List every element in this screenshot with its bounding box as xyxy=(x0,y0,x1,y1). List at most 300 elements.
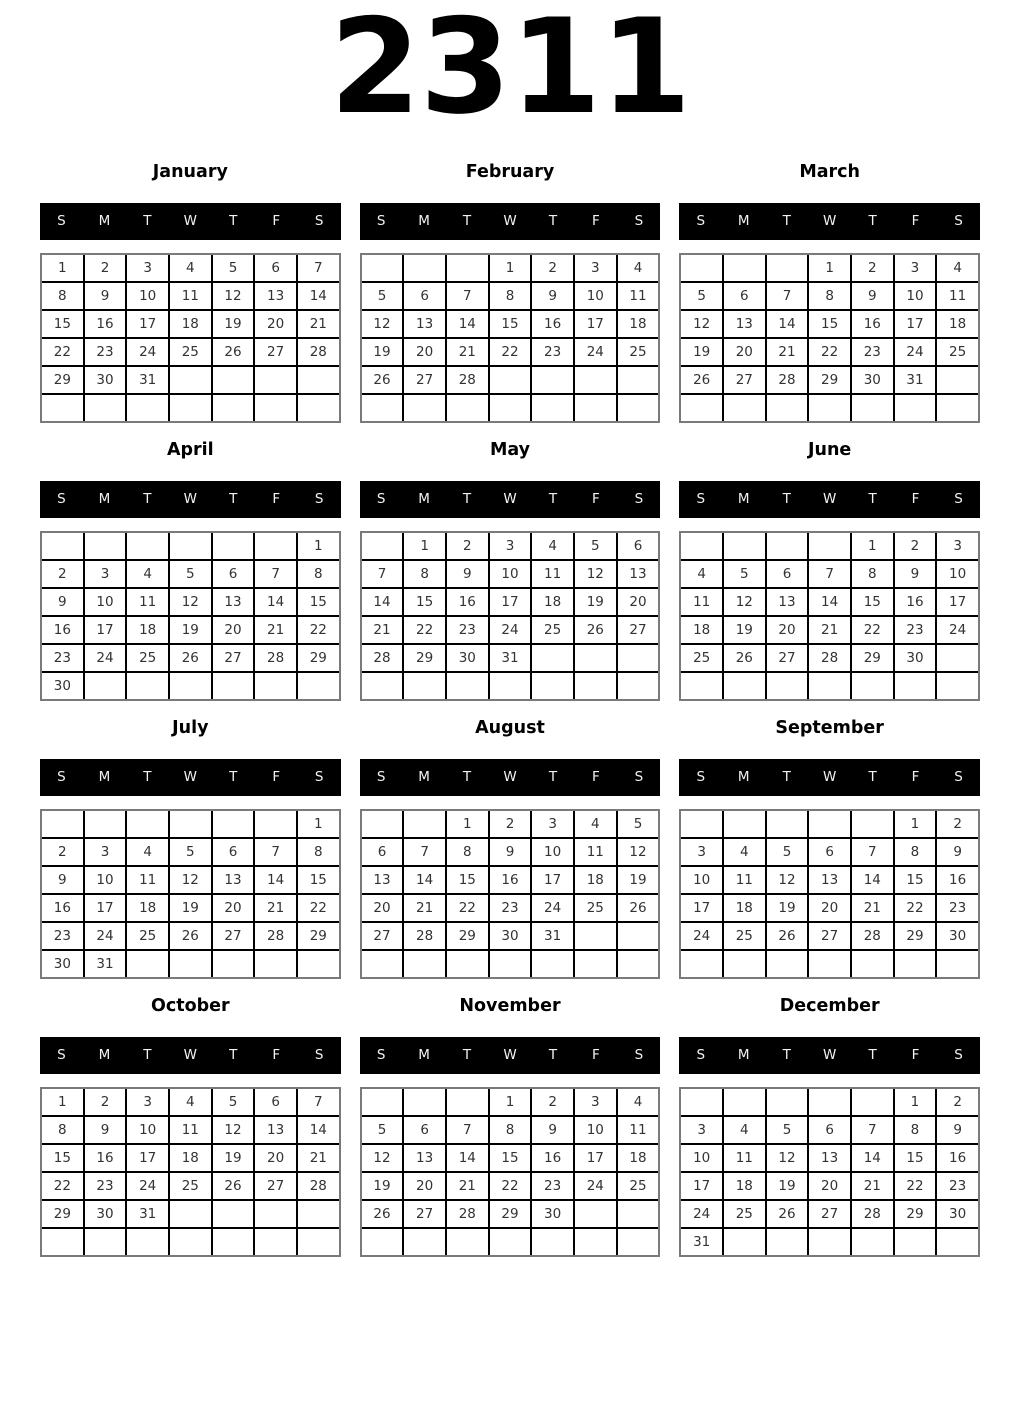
day-cell: 30 xyxy=(937,1201,978,1227)
day-cell: 13 xyxy=(213,867,254,893)
day-cell: 18 xyxy=(681,617,722,643)
dow-cell: W xyxy=(822,769,837,786)
day-of-week-header xyxy=(679,1037,980,1074)
day-cell: 1 xyxy=(852,533,893,559)
day-cell: 21 xyxy=(852,1173,893,1199)
dow-cell: S xyxy=(696,769,706,786)
day-of-week-header xyxy=(40,1037,341,1074)
day-cell: 17 xyxy=(85,895,126,921)
dow-cell: T xyxy=(143,213,152,230)
day-cell: 14 xyxy=(852,1145,893,1171)
day-cell: 26 xyxy=(575,617,616,643)
day-cell: 6 xyxy=(767,561,808,587)
day-cell: 18 xyxy=(532,589,573,615)
day-cell: 2 xyxy=(532,255,573,281)
empty-day-cell xyxy=(618,923,659,949)
dow-cell: M xyxy=(737,491,750,508)
dow-cell: T xyxy=(143,491,152,508)
empty-day-cell xyxy=(447,673,488,699)
day-cell: 29 xyxy=(42,367,83,393)
empty-day-cell xyxy=(852,951,893,977)
day-cell: 24 xyxy=(575,1173,616,1199)
day-cell: 4 xyxy=(532,533,573,559)
day-cell: 21 xyxy=(447,339,488,365)
day-cell: 17 xyxy=(681,895,722,921)
day-cell: 22 xyxy=(895,1173,936,1199)
day-cell: 22 xyxy=(298,617,339,643)
day-cell: 26 xyxy=(362,367,403,393)
dow-cell: M xyxy=(737,1047,750,1064)
month-grid xyxy=(40,809,341,979)
day-cell: 28 xyxy=(809,645,850,671)
empty-day-cell xyxy=(532,1229,573,1255)
day-cell: 26 xyxy=(767,923,808,949)
day-cell: 10 xyxy=(895,283,936,309)
day-cell: 25 xyxy=(127,645,168,671)
day-cell: 4 xyxy=(170,1089,211,1115)
month-section-january xyxy=(40,162,341,423)
day-of-week-header xyxy=(40,759,341,796)
day-cell: 1 xyxy=(490,1089,531,1115)
day-cell: 3 xyxy=(937,533,978,559)
day-cell: 15 xyxy=(490,311,531,337)
day-cell: 15 xyxy=(447,867,488,893)
dow-cell: S xyxy=(314,491,324,508)
day-cell: 23 xyxy=(85,1173,126,1199)
day-cell: 2 xyxy=(490,811,531,837)
day-cell: 15 xyxy=(298,867,339,893)
day-cell: 20 xyxy=(618,589,659,615)
empty-day-cell xyxy=(724,255,765,281)
day-cell: 1 xyxy=(298,533,339,559)
day-cell: 3 xyxy=(532,811,573,837)
empty-day-cell xyxy=(809,1229,850,1255)
day-cell: 5 xyxy=(213,1089,254,1115)
day-cell: 30 xyxy=(85,367,126,393)
day-cell: 20 xyxy=(767,617,808,643)
empty-day-cell xyxy=(937,1229,978,1255)
empty-day-cell xyxy=(575,1229,616,1255)
day-cell: 30 xyxy=(447,645,488,671)
day-cell: 12 xyxy=(170,867,211,893)
empty-day-cell xyxy=(362,951,403,977)
day-cell: 7 xyxy=(362,561,403,587)
day-cell: 19 xyxy=(575,589,616,615)
day-cell: 23 xyxy=(532,1173,573,1199)
empty-day-cell xyxy=(724,1229,765,1255)
day-cell: 1 xyxy=(298,811,339,837)
day-cell: 14 xyxy=(852,867,893,893)
day-cell: 31 xyxy=(490,645,531,671)
empty-day-cell xyxy=(298,673,339,699)
day-cell: 6 xyxy=(404,1117,445,1143)
day-cell: 13 xyxy=(767,589,808,615)
empty-day-cell xyxy=(895,951,936,977)
day-cell: 17 xyxy=(127,1145,168,1171)
dow-cell: T xyxy=(782,1047,791,1064)
empty-day-cell xyxy=(490,367,531,393)
day-cell: 21 xyxy=(298,311,339,337)
empty-day-cell xyxy=(575,367,616,393)
day-cell: 4 xyxy=(575,811,616,837)
day-cell: 11 xyxy=(127,589,168,615)
dow-cell: S xyxy=(634,769,644,786)
day-cell: 2 xyxy=(852,255,893,281)
year-title: 2311 xyxy=(329,0,691,143)
day-cell: 19 xyxy=(362,339,403,365)
day-cell: 23 xyxy=(532,339,573,365)
dow-cell: F xyxy=(911,1047,920,1064)
empty-day-cell xyxy=(298,395,339,421)
month-title: April xyxy=(166,439,214,460)
day-cell: 22 xyxy=(404,617,445,643)
empty-day-cell xyxy=(404,395,445,421)
day-cell: 9 xyxy=(85,1117,126,1143)
empty-day-cell xyxy=(85,673,126,699)
day-cell: 22 xyxy=(447,895,488,921)
day-cell: 29 xyxy=(809,367,850,393)
day-cell: 9 xyxy=(42,867,83,893)
day-cell: 27 xyxy=(767,645,808,671)
day-cell: 6 xyxy=(213,561,254,587)
day-cell: 10 xyxy=(575,1117,616,1143)
day-of-week-header xyxy=(40,481,341,518)
day-cell: 2 xyxy=(532,1089,573,1115)
month-title: March xyxy=(799,161,860,182)
dow-cell: T xyxy=(143,769,152,786)
empty-day-cell xyxy=(404,255,445,281)
day-cell: 4 xyxy=(127,561,168,587)
day-cell: 17 xyxy=(85,617,126,643)
empty-day-cell xyxy=(937,645,978,671)
day-cell: 18 xyxy=(618,311,659,337)
day-cell: 14 xyxy=(255,589,296,615)
dow-cell: S xyxy=(314,213,324,230)
day-cell: 7 xyxy=(298,255,339,281)
day-cell: 13 xyxy=(809,867,850,893)
day-cell: 14 xyxy=(809,589,850,615)
empty-day-cell xyxy=(42,811,83,837)
empty-day-cell xyxy=(170,367,211,393)
empty-day-cell xyxy=(809,1089,850,1115)
day-cell: 5 xyxy=(575,533,616,559)
empty-day-cell xyxy=(447,255,488,281)
day-cell: 16 xyxy=(42,895,83,921)
day-cell: 24 xyxy=(681,1201,722,1227)
day-cell: 26 xyxy=(767,1201,808,1227)
day-cell: 22 xyxy=(298,895,339,921)
dow-cell: S xyxy=(696,1047,706,1064)
day-cell: 19 xyxy=(724,617,765,643)
dow-cell: S xyxy=(696,491,706,508)
month-section-november xyxy=(360,996,661,1257)
day-cell: 21 xyxy=(255,617,296,643)
dow-cell: S xyxy=(954,769,963,786)
day-cell: 1 xyxy=(809,255,850,281)
day-cell: 27 xyxy=(618,617,659,643)
dow-cell: W xyxy=(503,1047,517,1064)
dow-cell: F xyxy=(272,1047,281,1064)
empty-day-cell xyxy=(85,533,126,559)
month-grid xyxy=(360,253,661,423)
day-of-week-header xyxy=(679,759,980,796)
day-cell: 16 xyxy=(532,311,573,337)
day-cell: 20 xyxy=(724,339,765,365)
empty-day-cell xyxy=(127,395,168,421)
day-cell: 20 xyxy=(255,311,296,337)
day-cell: 30 xyxy=(937,923,978,949)
calendar-rows xyxy=(40,162,980,1257)
dow-cell: W xyxy=(183,491,197,508)
empty-day-cell xyxy=(85,811,126,837)
day-cell: 27 xyxy=(404,1201,445,1227)
dow-cell: T xyxy=(868,1047,877,1064)
day-cell: 18 xyxy=(127,617,168,643)
empty-day-cell xyxy=(213,951,254,977)
day-cell: 9 xyxy=(85,283,126,309)
empty-day-cell xyxy=(127,951,168,977)
empty-day-cell xyxy=(809,533,850,559)
day-of-week-header xyxy=(360,759,661,796)
empty-day-cell xyxy=(767,533,808,559)
empty-day-cell xyxy=(362,1229,403,1255)
day-cell: 26 xyxy=(170,645,211,671)
day-cell: 24 xyxy=(532,895,573,921)
day-cell: 4 xyxy=(724,1117,765,1143)
empty-day-cell xyxy=(170,533,211,559)
day-cell: 8 xyxy=(298,839,339,865)
day-cell: 25 xyxy=(681,645,722,671)
empty-day-cell xyxy=(767,673,808,699)
day-cell: 2 xyxy=(85,1089,126,1115)
empty-day-cell xyxy=(298,1229,339,1255)
day-cell: 25 xyxy=(724,923,765,949)
day-cell: 9 xyxy=(532,1117,573,1143)
day-cell: 21 xyxy=(255,895,296,921)
day-cell: 8 xyxy=(895,1117,936,1143)
month-section-october xyxy=(40,996,341,1257)
day-cell: 6 xyxy=(618,533,659,559)
day-cell: 18 xyxy=(724,1173,765,1199)
day-cell: 14 xyxy=(298,283,339,309)
day-cell: 10 xyxy=(575,283,616,309)
day-cell: 23 xyxy=(42,923,83,949)
empty-day-cell xyxy=(575,1201,616,1227)
day-cell: 12 xyxy=(362,311,403,337)
day-cell: 10 xyxy=(490,561,531,587)
month-section-august xyxy=(360,718,661,979)
empty-day-cell xyxy=(618,395,659,421)
dow-cell: F xyxy=(911,491,920,508)
dow-cell: T xyxy=(462,213,472,230)
day-cell: 3 xyxy=(681,839,722,865)
empty-day-cell xyxy=(170,395,211,421)
day-cell: 5 xyxy=(362,1117,403,1143)
day-cell: 30 xyxy=(42,951,83,977)
day-cell: 1 xyxy=(490,255,531,281)
empty-day-cell xyxy=(170,1229,211,1255)
day-cell: 20 xyxy=(213,895,254,921)
day-cell: 16 xyxy=(490,867,531,893)
day-cell: 17 xyxy=(575,311,616,337)
month-section-july xyxy=(40,718,341,979)
empty-day-cell xyxy=(852,811,893,837)
day-cell: 19 xyxy=(170,617,211,643)
day-cell: 2 xyxy=(85,255,126,281)
dow-cell: T xyxy=(229,769,238,786)
day-cell: 17 xyxy=(937,589,978,615)
day-cell: 12 xyxy=(681,311,722,337)
empty-day-cell xyxy=(724,395,765,421)
day-cell: 17 xyxy=(490,589,531,615)
empty-day-cell xyxy=(490,673,531,699)
day-cell: 22 xyxy=(895,895,936,921)
day-cell: 11 xyxy=(618,283,659,309)
empty-day-cell xyxy=(447,1229,488,1255)
day-cell: 14 xyxy=(298,1117,339,1143)
day-cell: 19 xyxy=(618,867,659,893)
day-of-week-header xyxy=(40,203,341,240)
day-cell: 18 xyxy=(724,895,765,921)
day-cell: 16 xyxy=(852,311,893,337)
day-cell: 17 xyxy=(127,311,168,337)
dow-cell: T xyxy=(548,491,558,508)
day-cell: 16 xyxy=(85,1145,126,1171)
day-cell: 28 xyxy=(255,923,296,949)
day-cell: 12 xyxy=(213,283,254,309)
empty-day-cell xyxy=(575,951,616,977)
day-cell: 15 xyxy=(404,589,445,615)
dow-cell: S xyxy=(634,213,644,230)
empty-day-cell xyxy=(937,367,978,393)
day-cell: 7 xyxy=(404,839,445,865)
dow-cell: T xyxy=(229,1047,238,1064)
empty-day-cell xyxy=(532,395,573,421)
day-cell: 25 xyxy=(618,339,659,365)
empty-day-cell xyxy=(255,367,296,393)
empty-day-cell xyxy=(767,395,808,421)
day-cell: 12 xyxy=(575,561,616,587)
dow-cell: S xyxy=(314,1047,324,1064)
day-cell: 25 xyxy=(724,1201,765,1227)
empty-day-cell xyxy=(575,395,616,421)
dow-cell: S xyxy=(57,213,66,230)
day-cell: 8 xyxy=(42,283,83,309)
dow-cell: M xyxy=(418,491,430,508)
day-cell: 5 xyxy=(170,561,211,587)
empty-day-cell xyxy=(724,951,765,977)
day-cell: 5 xyxy=(362,283,403,309)
empty-day-cell xyxy=(532,673,573,699)
day-cell: 24 xyxy=(127,1173,168,1199)
day-cell: 21 xyxy=(809,617,850,643)
calendar-row xyxy=(40,440,980,701)
dow-cell: S xyxy=(696,213,706,230)
day-cell: 17 xyxy=(532,867,573,893)
day-cell: 27 xyxy=(362,923,403,949)
empty-day-cell xyxy=(809,673,850,699)
month-title: September xyxy=(775,717,884,738)
empty-day-cell xyxy=(404,951,445,977)
day-cell: 6 xyxy=(404,283,445,309)
day-of-week-header xyxy=(360,1037,661,1074)
day-cell: 10 xyxy=(127,283,168,309)
empty-day-cell xyxy=(724,673,765,699)
empty-day-cell xyxy=(255,395,296,421)
dow-cell: F xyxy=(272,491,281,508)
day-cell: 11 xyxy=(575,839,616,865)
empty-day-cell xyxy=(895,1229,936,1255)
month-grid xyxy=(679,531,980,701)
empty-day-cell xyxy=(404,673,445,699)
day-cell: 7 xyxy=(255,839,296,865)
calendar-row xyxy=(40,718,980,979)
day-cell: 14 xyxy=(255,867,296,893)
dow-cell: T xyxy=(462,491,472,508)
dow-cell: M xyxy=(98,491,111,508)
empty-day-cell xyxy=(42,1229,83,1255)
empty-day-cell xyxy=(618,951,659,977)
day-cell: 14 xyxy=(447,311,488,337)
day-cell: 5 xyxy=(767,1117,808,1143)
month-title: February xyxy=(465,161,555,182)
empty-day-cell xyxy=(213,1201,254,1227)
day-cell: 26 xyxy=(724,645,765,671)
day-cell: 12 xyxy=(767,867,808,893)
dow-cell: F xyxy=(911,213,920,230)
day-cell: 8 xyxy=(809,283,850,309)
day-cell: 3 xyxy=(575,1089,616,1115)
day-cell: 10 xyxy=(681,1145,722,1171)
day-of-week-header xyxy=(679,203,980,240)
dow-cell: T xyxy=(868,213,877,230)
day-cell: 10 xyxy=(532,839,573,865)
empty-day-cell xyxy=(681,255,722,281)
day-cell: 18 xyxy=(618,1145,659,1171)
day-cell: 24 xyxy=(490,617,531,643)
day-cell: 6 xyxy=(809,1117,850,1143)
day-cell: 24 xyxy=(937,617,978,643)
day-cell: 21 xyxy=(362,617,403,643)
day-cell: 3 xyxy=(490,533,531,559)
day-cell: 1 xyxy=(895,1089,936,1115)
day-cell: 15 xyxy=(895,867,936,893)
day-cell: 12 xyxy=(724,589,765,615)
empty-day-cell xyxy=(127,673,168,699)
empty-day-cell xyxy=(575,645,616,671)
day-cell: 27 xyxy=(255,339,296,365)
day-cell: 20 xyxy=(213,617,254,643)
calendar-row xyxy=(40,996,980,1257)
empty-day-cell xyxy=(809,951,850,977)
day-cell: 21 xyxy=(404,895,445,921)
empty-day-cell xyxy=(362,673,403,699)
day-cell: 2 xyxy=(447,533,488,559)
day-cell: 18 xyxy=(170,311,211,337)
dow-cell: S xyxy=(57,1047,66,1064)
month-grid xyxy=(679,1087,980,1257)
day-cell: 12 xyxy=(767,1145,808,1171)
month-title: June xyxy=(808,439,852,460)
dow-cell: F xyxy=(592,769,600,786)
month-title: October xyxy=(150,995,230,1016)
dow-cell: W xyxy=(503,769,517,786)
empty-day-cell xyxy=(255,1201,296,1227)
dow-cell: F xyxy=(592,1047,600,1064)
day-cell: 2 xyxy=(937,1089,978,1115)
day-cell: 13 xyxy=(255,283,296,309)
day-cell: 11 xyxy=(681,589,722,615)
